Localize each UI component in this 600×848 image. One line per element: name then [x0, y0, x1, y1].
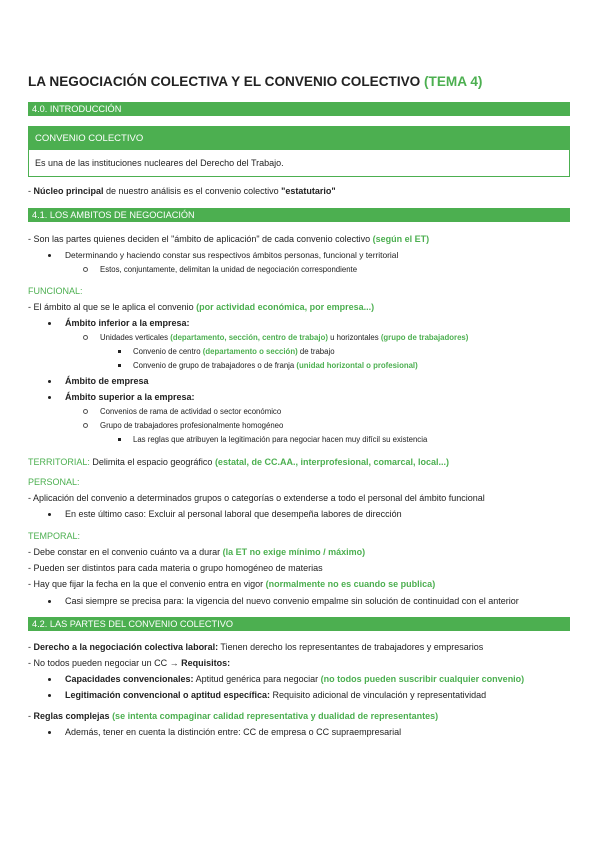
list-item [48, 674, 524, 684]
square-bullet-icon [118, 364, 121, 367]
t: Ámbito superior a la empresa: [65, 392, 195, 402]
section-4-2-bar: 4.2. LAS PARTES DEL CONVENIO COLECTIVO [28, 617, 570, 631]
bullet-icon [48, 513, 51, 516]
bullet-icon [48, 694, 51, 697]
list-item [83, 333, 468, 342]
t: - Debe constar en el convenio cuánto va a durar [28, 547, 223, 557]
title-text: LA NEGOCIACIÓN COLECTIVA Y EL CONVENIO COLECTIVO [28, 74, 421, 89]
t: (la ET no exige mínimo / máximo) [222, 547, 366, 557]
title-tema: (TEMA 4) [424, 74, 483, 89]
t: - [28, 711, 34, 721]
circle-bullet-icon [83, 423, 88, 428]
t: (grupo de trabajadores) [380, 333, 469, 342]
t: (departamento, sección, centro de trabajo) [170, 333, 328, 342]
t: - Son las partes quienes deciden el "ámbito de aplicación" de cada convenio colectivo [28, 234, 373, 244]
t: Legitimación convencional o aptitud específica: [65, 690, 271, 700]
t: Convenio de grupo de trabajadores o de franja [133, 361, 297, 370]
t: (estatal, de CC.AA., interprofesional, comarcal, local...) [214, 457, 449, 467]
t: (normalmente no es cuando se publica) [265, 579, 436, 589]
t: Casi siempre se precisa para: la vigencia del nuevo convenio empalme sin solución de continuidad con el anterior [65, 596, 519, 606]
t: Las reglas que atribuyen la legitimación para negociar hacen muy difícil su existencia [133, 435, 428, 444]
list-item [28, 658, 230, 668]
list-item [118, 347, 335, 356]
list-item [28, 642, 483, 652]
t: Tienen derecho los representantes de trabajadores y empresarios [218, 642, 484, 652]
t: de nuestro análisis es el convenio colectivo [103, 186, 282, 196]
t: Delimita el espacio geográfico [89, 457, 215, 467]
circle-bullet-icon [83, 409, 88, 414]
t: (no todos pueden suscribir cualquier convenio) [320, 674, 525, 684]
heading-personal: PERSONAL: [28, 477, 80, 487]
t: - [28, 186, 34, 196]
heading-temporal: TEMPORAL: [28, 531, 81, 541]
square-bullet-icon [118, 350, 121, 353]
t: Convenio de centro [133, 347, 203, 356]
t: Núcleo principal [33, 186, 104, 196]
square-bullet-icon [118, 438, 121, 441]
t: Además, tener en cuenta la distinción entre: CC de empresa o CC supraempresarial [65, 727, 402, 737]
t: Ámbito de empresa [65, 376, 149, 386]
page-title [28, 74, 482, 89]
t: - No todos pueden negociar un CC → [28, 658, 182, 668]
t: Determinando y haciendo constar sus respectivos ámbitos personas, funcional y territorial [65, 250, 399, 260]
t: (según el ET) [372, 234, 430, 244]
list-item: - Aplicación del convenio a determinados grupos o categorías o extenderse a todo el personal del ámbito funcional [28, 493, 485, 503]
t: - [28, 642, 34, 652]
bullet-icon [48, 322, 51, 325]
list-item [48, 596, 519, 606]
t: Reglas complejas [33, 711, 110, 721]
list-item [28, 234, 429, 244]
list-item [48, 250, 398, 260]
list-item [48, 376, 149, 386]
list-item [48, 318, 190, 328]
t: Requisito adicional de vinculación y representatividad [270, 690, 487, 700]
bullet-icon [48, 731, 51, 734]
t: TERRITORIAL: [28, 457, 90, 467]
intro-line [28, 186, 336, 196]
t: - El ámbito al que se le aplica el convenio [28, 302, 197, 312]
t: "estatutario" [281, 186, 336, 196]
territorial-line [28, 457, 449, 467]
list-item [48, 690, 486, 700]
definition-box-text: Es una de las instituciones nucleares del Derecho del Trabajo. [35, 158, 284, 168]
list-item [118, 435, 427, 444]
list-item [83, 421, 283, 430]
circle-bullet-icon [83, 335, 88, 340]
section-4-1-bar: 4.1. LOS AMBITOS DE NEGOCIACIÓN [28, 208, 570, 222]
t: Estos, conjuntamente, delimitan la unidad de negociación correspondiente [100, 265, 358, 274]
t: Ámbito inferior a la empresa: [65, 318, 190, 328]
t: - Hay que fijar la fecha en la que el convenio entra en vigor [28, 579, 266, 589]
list-item [28, 302, 374, 312]
t: (unidad horizontal o profesional) [296, 361, 418, 370]
heading-funcional: FUNCIONAL: [28, 286, 83, 296]
t: Derecho a la negociación colectiva laboral: [33, 642, 219, 652]
bullet-icon [48, 254, 51, 257]
t: (departamento o sección) [202, 347, 298, 356]
t: u horizontales [327, 333, 381, 342]
list-item [118, 361, 418, 370]
list-item [83, 407, 281, 416]
list-item [48, 509, 402, 519]
list-item [48, 727, 401, 737]
list-item [83, 265, 357, 274]
t: (por actividad económica, por empresa...) [196, 302, 375, 312]
t: Unidades verticales [100, 333, 171, 342]
list-item [28, 579, 435, 589]
t: Requisitos: [181, 658, 231, 668]
list-item [28, 547, 365, 557]
bullet-icon [48, 678, 51, 681]
bullet-icon [48, 600, 51, 603]
list-item: - Pueden ser distintos para cada materia o grupo homogéneo de materias [28, 563, 323, 573]
t: Grupo de trabajadores profesionalmente homogéneo [100, 421, 284, 430]
t: Convenios de rama de actividad o sector económico [100, 407, 282, 416]
t: (se intenta compaginar calidad representativa y dualidad de representantes) [112, 711, 439, 721]
bullet-icon [48, 380, 51, 383]
list-item [48, 392, 195, 402]
definition-box-title: CONVENIO COLECTIVO [29, 127, 569, 150]
t: Aptitud genérica para negociar [193, 674, 321, 684]
t: Capacidades convencionales: [65, 674, 194, 684]
t: de trabajo [297, 347, 335, 356]
section-4-0-bar: 4.0. INTRODUCCIÓN [28, 102, 570, 116]
t: En este último caso: Excluir al personal laboral que desempeña labores de dirección [65, 509, 402, 519]
list-item [28, 711, 438, 721]
bullet-icon [48, 396, 51, 399]
definition-box [28, 126, 570, 177]
circle-bullet-icon [83, 267, 88, 272]
